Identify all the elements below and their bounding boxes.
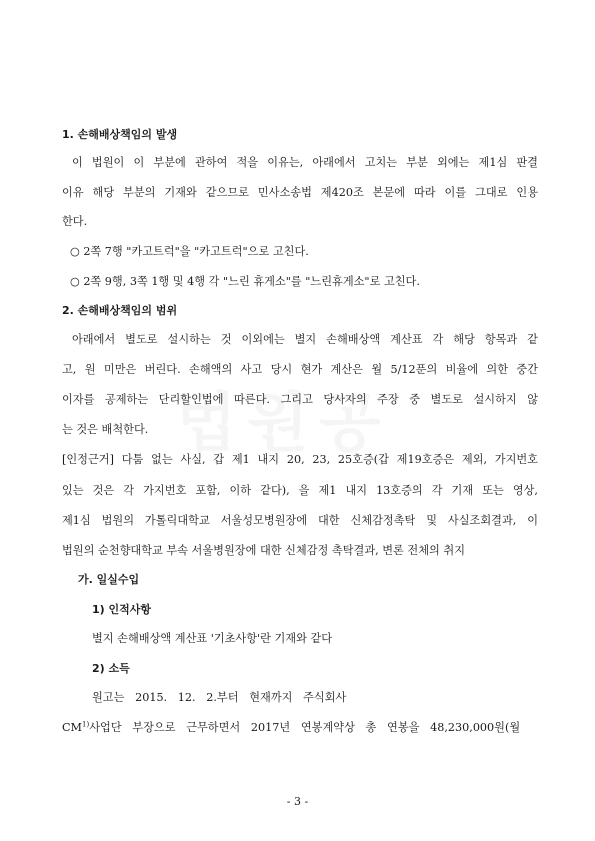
subsection-ga-heading: 가. 일실수입 xyxy=(78,573,140,586)
evidence-basis-line-2: 있는 것은 각 가지번호 포함, 이하 같다), 을 제1 내지 13호증의 각 기재 또는 영상, xyxy=(62,484,538,497)
section-1-heading: 1. 손해배상책임의 발생 xyxy=(62,128,178,141)
footnote-reference-1[interactable]: 1) xyxy=(82,720,90,729)
section-2-paragraph-1-line-4: 는 것은 배척한다. xyxy=(62,423,149,436)
evidence-basis-line-1: [인정근거] 다툼 없는 사실, 갑 제1 내지 20, 23, 25호증(갑 제19호증은 제외, 가지번호 xyxy=(62,453,538,466)
section-1-paragraph-line-3: 한다. xyxy=(62,215,88,228)
court-watermark xyxy=(175,372,390,464)
section-1-correction-item-1: ○ 2쪽 7행 "카고트럭"을 "카고트럭"으로 고친다. xyxy=(70,245,309,258)
section-1-paragraph-line-2: 이유 해당 부분의 기재와 같으므로 민사소송법 제420조 본문에 따라 이를 그대로 인용 xyxy=(62,186,538,199)
subsection-2-text-line-1: 원고는 2015. 12. 2.부터 현재까지 주식회사 xyxy=(92,691,347,704)
subsection-1-heading: 1) 인적사항 xyxy=(92,603,152,616)
section-2-paragraph-1-line-3: 이자를 공제하는 단리할인법에 따른다. 그리고 당사자의 주장 중 별도로 설시하지 않 xyxy=(62,393,538,406)
company-name-prefix: CM xyxy=(62,721,83,734)
subsection-1-text: 별지 손해배상액 계산표 '기초사항'란 기재와 같다 xyxy=(92,632,333,645)
subsection-2-text-line-2 xyxy=(62,721,520,735)
section-2-paragraph-1-line-1: 아래에서 별도로 설시하는 것 이외에는 별지 손해배상액 계산표 각 해당 항목과 같 xyxy=(72,333,538,346)
evidence-basis-line-4: 법원의 순천향대학교 부속 서울병원장에 대한 신체감정 촉탁결과, 변론 전체의 취지 xyxy=(62,544,466,557)
subsection-2-text-line-2-rest: 사업단 부장으로 근무하면서 2017년 연봉계약상 총 연봉을 48,230,000원(월 xyxy=(89,721,521,734)
subsection-2-heading: 2) 소득 xyxy=(92,662,130,675)
section-1-paragraph-line-1: 이 법원이 이 부분에 관하여 적을 이유는, 아래에서 고치는 부분 외에는 제1심 판결 xyxy=(72,156,538,169)
section-2-paragraph-1-line-2: 고, 원 미만은 버린다. 손해액의 사고 당시 현가 계산은 월 5/12푼의 비율에 의한 중간 xyxy=(62,363,538,376)
page-number: - 3 - xyxy=(286,795,309,808)
section-2-heading: 2. 손해배상책임의 범위 xyxy=(62,304,178,317)
evidence-basis-line-3: 제1심 법원의 가톨릭대학교 서울성모병원장에 대한 신체감정촉탁 및 사실조회결과, 이 xyxy=(62,514,538,527)
section-1-correction-item-2: ○ 2쪽 9행, 3쪽 1행 및 4행 각 "느린 휴게소"를 "느린휴게소"로 고친다. xyxy=(70,275,420,288)
